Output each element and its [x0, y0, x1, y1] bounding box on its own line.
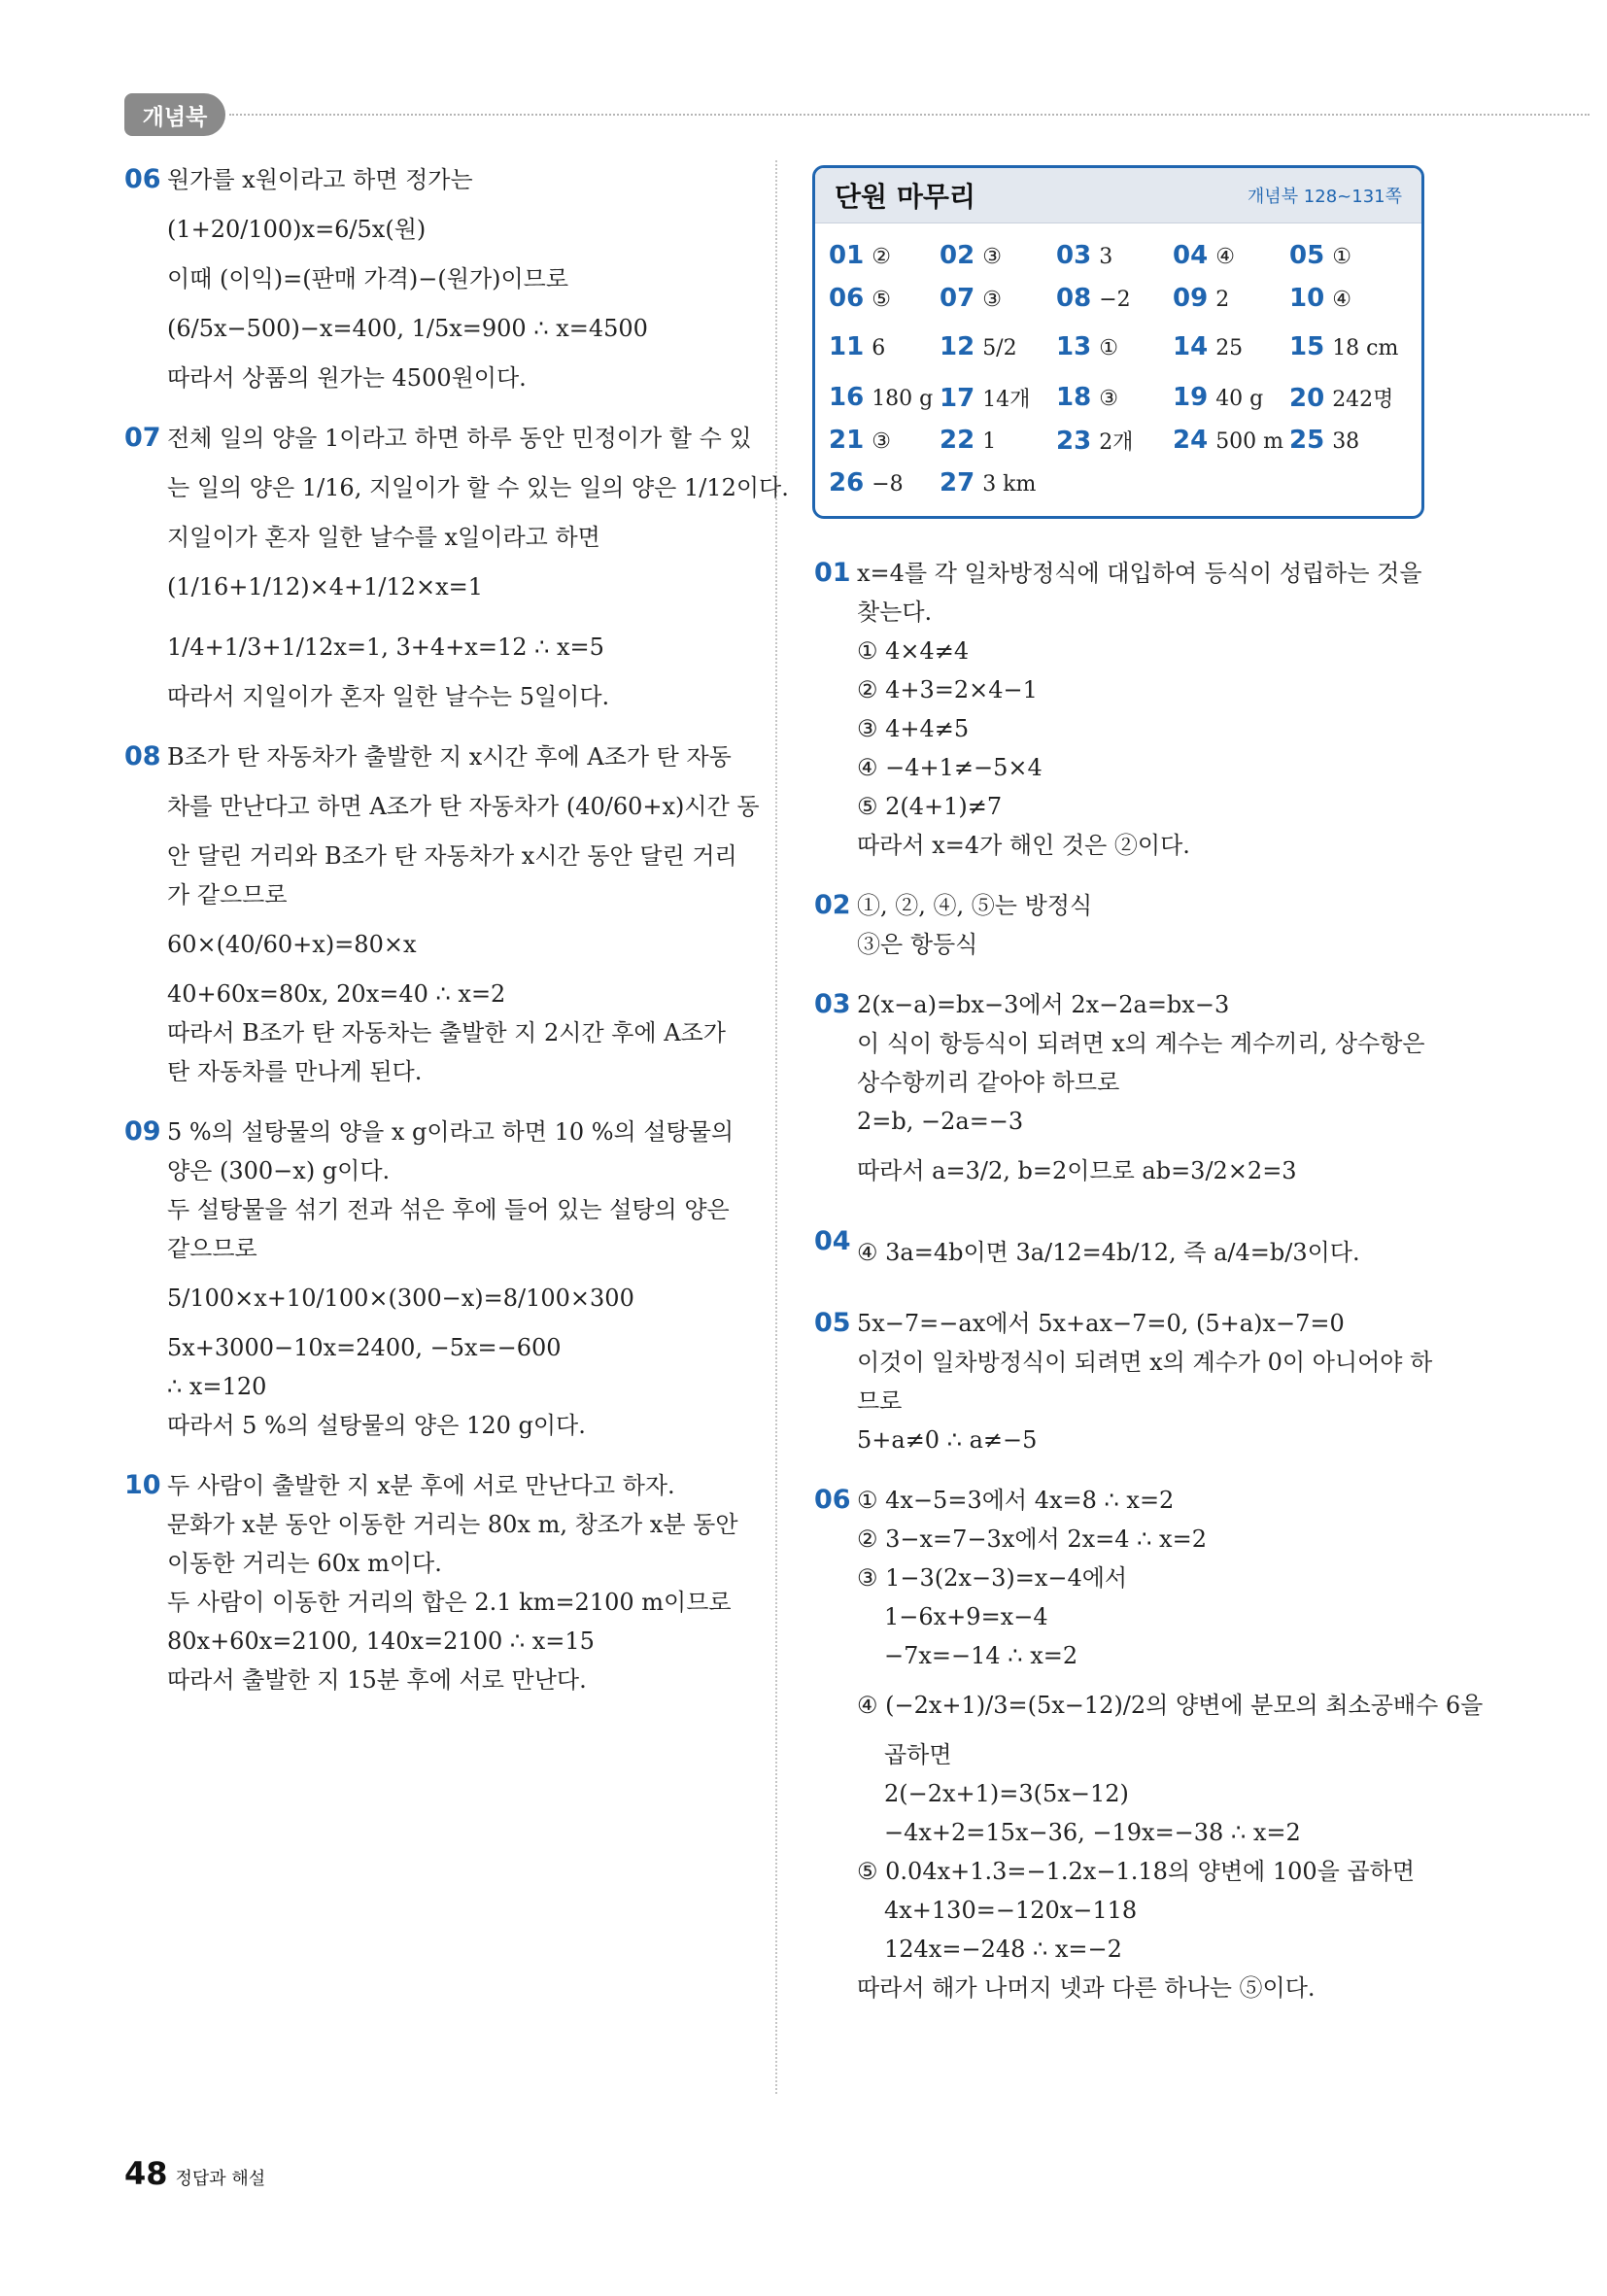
solution-line: (1/16+1/12)×4+1/12×x=1	[167, 573, 484, 600]
solution-line: ① 4x−5=3에서 4x=8 ∴ x=2	[857, 1487, 1175, 1514]
answer-item: 08 −2	[1056, 284, 1131, 313]
answer-item: 24 500 m	[1173, 426, 1284, 455]
problem-number: 09	[124, 1116, 161, 1147]
summary-page-ref: 개념북 128~131쪽	[1247, 187, 1402, 207]
solution-09	[124, 1113, 736, 1445]
unit-summary-box	[812, 165, 1424, 519]
answer-item: 22 1	[940, 426, 997, 455]
solution-10	[124, 1466, 736, 1699]
section-tab: 개념북	[124, 93, 225, 136]
solution-line: ∴ x=120	[167, 1373, 267, 1400]
solution-line: 전체 일의 양을 1이라고 하면 하루 동안 민정이가 할 수 있	[167, 425, 752, 452]
page-footer	[124, 2155, 265, 2192]
solution-line: 차를 만난다고 하면 A조가 탄 자동차가 (40/60+x)시간 동	[167, 793, 760, 820]
solution-line: 따라서 지일이가 혼자 일한 날수는 5일이다.	[167, 683, 610, 710]
solution-06-right	[814, 1481, 1484, 2007]
answer-item: 11 6	[829, 332, 886, 361]
solution-line: 양은 (300−x) g이다.	[167, 1157, 391, 1184]
solution-line: (1+20/100)x=6/5x(원)	[167, 216, 427, 243]
solution-line: 이동한 거리는 60x m이다.	[167, 1550, 442, 1577]
footer-label: 정답과 해설	[175, 2169, 266, 2189]
solution-line: 찾는다.	[857, 599, 933, 626]
problem-number: 08	[124, 741, 161, 771]
answer-item: 16 180 g	[829, 383, 934, 412]
answer-item: 27 3 km	[940, 468, 1037, 497]
solution-line: −7x=−14 ∴ x=2	[884, 1642, 1078, 1669]
solution-02	[814, 886, 1426, 964]
problem-number: 10	[124, 1470, 161, 1500]
answer-item: 25 38	[1289, 426, 1360, 455]
solution-line: 곱하면	[884, 1741, 952, 1768]
solution-line: 40+60x=80x, 20x=40 ∴ x=2	[167, 980, 506, 1008]
solution-01	[814, 554, 1426, 865]
solution-line: 므로	[857, 1388, 903, 1415]
column-divider	[775, 160, 777, 2094]
solution-line: ③ 1−3(2x−3)=x−4에서	[857, 1564, 1128, 1592]
answer-item: 21 ③	[829, 426, 891, 455]
page-number: 48	[124, 2155, 168, 2192]
solution-line: 80x+60x=2100, 140x=2100 ∴ x=15	[167, 1628, 595, 1655]
answer-item: 05 ①	[1289, 241, 1351, 270]
solution-line: 5/100×x+10/100×(300−x)=8/100×300	[167, 1285, 634, 1312]
solution-line: 따라서 B조가 탄 자동차는 출발한 지 2시간 후에 A조가	[167, 1019, 726, 1046]
solution-line: 상수항끼리 같아야 하므로	[857, 1069, 1120, 1096]
problem-number: 07	[124, 423, 161, 453]
solution-04	[814, 1222, 1426, 1283]
solution-line: 이 식이 항등식이 되려면 x의 계수는 계수끼리, 상수항은	[857, 1030, 1425, 1057]
answer-item: 09 2	[1173, 284, 1230, 313]
answer-item: 04 ④	[1173, 241, 1235, 270]
answer-item: 13 ①	[1056, 332, 1118, 361]
solution-line: 2(−2x+1)=3(5x−12)	[884, 1780, 1129, 1807]
answer-item: 19 40 g	[1173, 383, 1264, 412]
solution-line: −4x+2=15x−36, −19x=−38 ∴ x=2	[884, 1819, 1301, 1846]
solution-line: ④ (−2x+1)/3=(5x−12)/2의 양변에 분모의 최소공배수 6을	[857, 1692, 1484, 1719]
problem-number: 05	[814, 1308, 851, 1338]
solution-line: 4x+130=−120x−118	[884, 1897, 1138, 1924]
answer-item: 07 ③	[940, 284, 1002, 313]
answer-item: 01 ②	[829, 241, 891, 270]
solution-line: 문화가 x분 동안 이동한 거리는 80x m, 창조가 x분 동안	[167, 1511, 738, 1538]
solution-line: ④ −4+1≠−5×4	[857, 754, 1043, 781]
answer-item: 18 ③	[1056, 383, 1118, 412]
solution-line: 따라서 출발한 지 15분 후에 서로 만난다.	[167, 1666, 587, 1694]
solution-line: 5x+3000−10x=2400, −5x=−600	[167, 1334, 562, 1361]
solution-03	[814, 985, 1426, 1201]
solution-line: ② 3−x=7−3x에서 2x=4 ∴ x=2	[857, 1525, 1207, 1553]
solution-line: 는 일의 양은 1/16, 지일이가 할 수 있는 일의 양은 1/12이다.	[167, 474, 789, 501]
solution-line: 1−6x+9=x−4	[884, 1603, 1048, 1630]
solution-line: 같으므로	[167, 1235, 257, 1262]
summary-header	[815, 168, 1421, 223]
solution-line: 원가를 x원이라고 하면 정가는	[167, 166, 473, 193]
answer-grid	[815, 223, 1421, 515]
solution-line: 5+a≠0 ∴ a≠−5	[857, 1426, 1038, 1454]
solution-line: 지일이가 혼자 일한 날수를 x일이라고 하면	[167, 524, 600, 551]
solution-line: ③ 4+4≠5	[857, 715, 970, 742]
answer-item: 23 2개	[1056, 427, 1134, 456]
solution-line: 따라서 a=3/2, b=2이므로 ab=3/2×2=3	[857, 1157, 1297, 1184]
solution-line: 2(x−a)=bx−3에서 2x−2a=bx−3	[857, 991, 1230, 1018]
solution-line: B조가 탄 자동차가 출발한 지 x시간 후에 A조가 탄 자동	[167, 743, 732, 771]
answer-item: 03 3	[1056, 241, 1113, 270]
solution-line: ⑤ 0.04x+1.3=−1.2x−1.18의 양변에 100을 곱하면	[857, 1858, 1416, 1885]
answer-item: 10 ④	[1289, 284, 1351, 313]
solution-line: 124x=−248 ∴ x=−2	[884, 1936, 1122, 1963]
answer-item: 15 18 cm	[1289, 332, 1399, 361]
solution-line: ⑤ 2(4+1)≠7	[857, 793, 1003, 820]
problem-number: 06	[814, 1485, 851, 1515]
solution-line: x=4를 각 일차방정식에 대입하여 등식이 성립하는 것을	[857, 560, 1422, 587]
solution-line: 따라서 해가 나머지 넷과 다른 하나는 ⑤이다.	[857, 1974, 1316, 2002]
solution-line: 따라서 x=4가 해인 것은 ②이다.	[857, 832, 1190, 859]
solution-line: 가 같으므로	[167, 881, 288, 908]
answer-item: 26 −8	[829, 468, 904, 497]
solution-line: 탄 자동차를 만나게 된다.	[167, 1058, 423, 1085]
solution-line: 두 설탕물을 섞기 전과 섞은 후에 들어 있는 설탕의 양은	[167, 1196, 730, 1223]
header-divider	[229, 114, 1590, 116]
solution-line: ③은 항등식	[857, 931, 978, 958]
solution-line: 안 달린 거리와 B조가 탄 자동차가 x시간 동안 달린 거리	[167, 842, 737, 870]
solution-line: 두 사람이 이동한 거리의 합은 2.1 km=2100 m이므로	[167, 1589, 732, 1616]
problem-number: 01	[814, 558, 851, 588]
solution-line: 이때 (이익)=(판매 가격)−(원가)이므로	[167, 265, 569, 292]
solution-line: 5 %의 설탕물의 양을 x g이라고 하면 10 %의 설탕물의	[167, 1118, 735, 1146]
solution-06	[124, 160, 736, 397]
solution-line: 따라서 상품의 원가는 4500원이다.	[167, 364, 527, 392]
solution-line: 두 사람이 출발한 지 x분 후에 서로 만난다고 하자.	[167, 1472, 675, 1499]
answer-item: 06 ⑤	[829, 284, 891, 313]
solution-line: 2=b, −2a=−3	[857, 1108, 1024, 1135]
solution-05	[814, 1304, 1433, 1459]
answer-item: 20 242명	[1289, 384, 1394, 413]
solution-07	[124, 419, 789, 716]
answer-item: 14 25	[1173, 332, 1244, 361]
solution-line: 이것이 일차방정식이 되려면 x의 계수가 0이 아니어야 하	[857, 1349, 1433, 1376]
solution-line: ② 4+3=2×4−1	[857, 676, 1038, 703]
solution-line: (6/5x−500)−x=400, 1/5x=900 ∴ x=4500	[167, 315, 648, 342]
right-column	[814, 554, 1484, 2029]
problem-number: 06	[124, 164, 161, 194]
problem-number: 03	[814, 989, 851, 1019]
solution-line: 따라서 5 %의 설탕물의 양은 120 g이다.	[167, 1412, 586, 1439]
summary-title: 단원 마무리	[835, 181, 975, 213]
solution-line: 5x−7=−ax에서 5x+ax−7=0, (5+a)x−7=0	[857, 1310, 1345, 1337]
solution-line: ①, ②, ④, ⑤는 방정식	[857, 892, 1093, 919]
problem-number: 02	[814, 890, 851, 920]
solution-line: 1/4+1/3+1/12x=1, 3+4+x=12 ∴ x=5	[167, 634, 604, 661]
answer-item: 12 5/2	[940, 332, 1017, 361]
answer-item: 17 14개	[940, 384, 1031, 413]
left-column	[124, 160, 789, 1721]
solution-line: ① 4×4≠4	[857, 637, 970, 665]
solution-08	[124, 737, 760, 1091]
problem-number: 04	[814, 1226, 851, 1256]
answer-item: 02 ③	[940, 241, 1002, 270]
solution-line: ④ 3a=4b이면 3a/12=4b/12, 즉 a/4=b/3이다.	[857, 1239, 1360, 1266]
solution-line: 60×(40/60+x)=80×x	[167, 931, 417, 958]
